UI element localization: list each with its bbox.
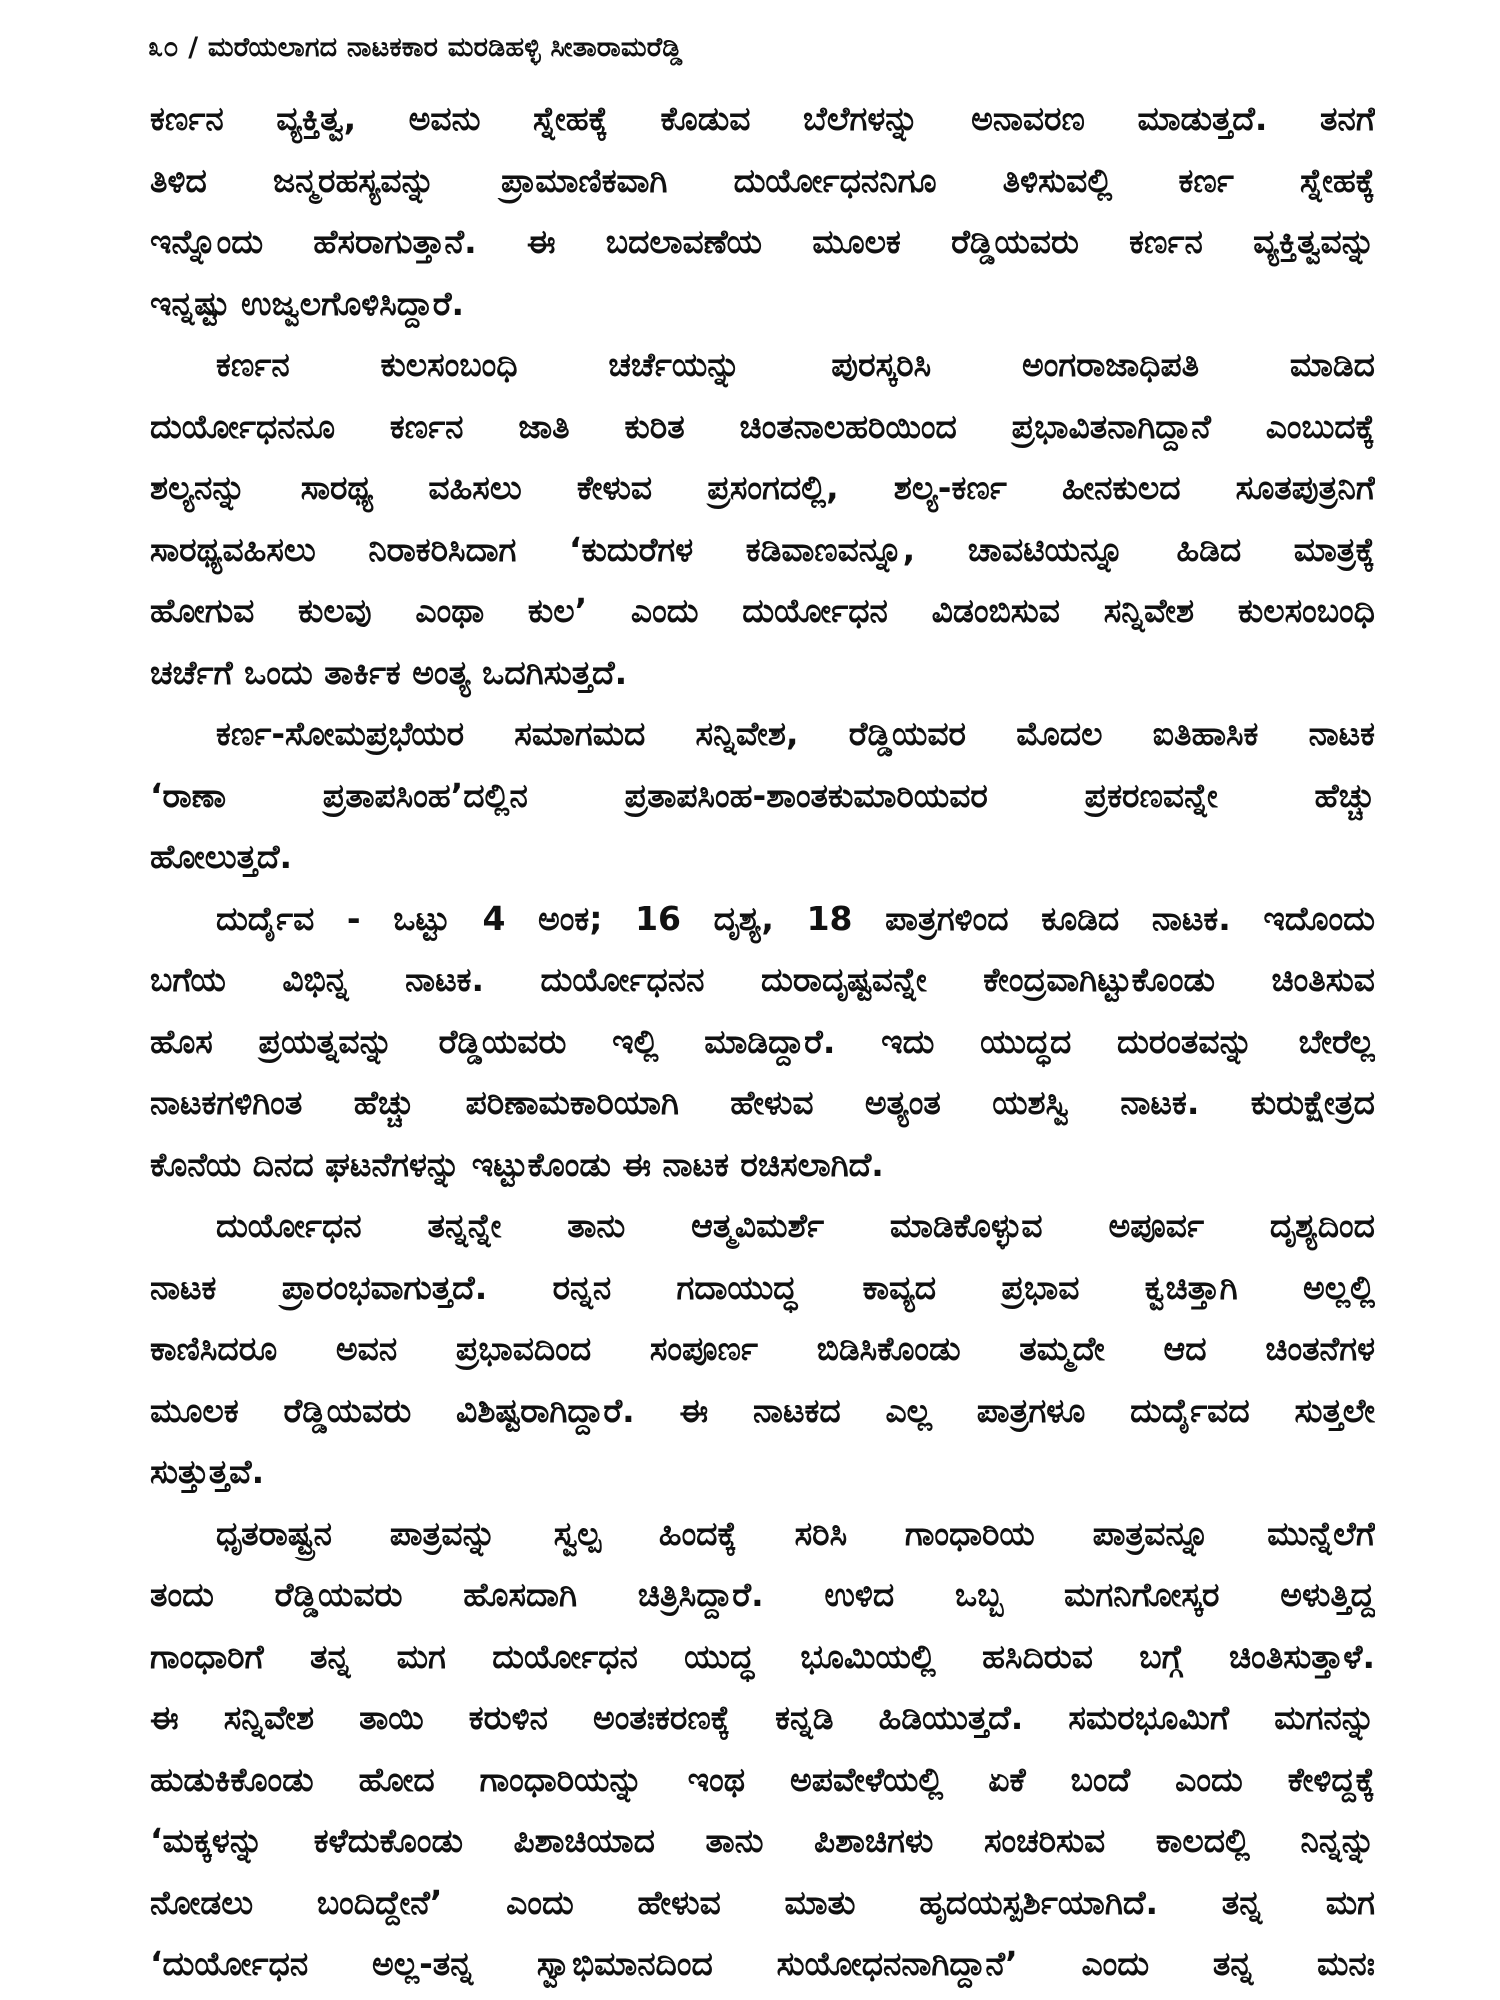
text-line: ಕೊನೆಯ ದಿನದ ಘಟನೆಗಳನ್ನು ಇಟ್ಟುಕೊಂಡು ಈ ನಾಟಕ ರಚಿಸಲಾಗಿದೆ. [150, 1144, 884, 1184]
paragraph [150, 888, 1375, 1196]
paragraph [150, 703, 1375, 888]
text-line: ತಿಳಿದ ಜನ್ಮರಹಸ್ಯವನ್ನು ಪ್ರಾಮಾಣಿಕವಾಗಿ ದುರ್ಯೋಧನನಿಗೂ ತಿಳಿಸುವಲ್ಲಿ ಕರ್ಣ ಸ್ನೇಹಕ್ಕೆ [150, 160, 1375, 200]
text-line: ‘ದುರ್ಯೋಧನ ಅಲ್ಲ-ತನ್ನ ಸ್ವಾಭಿಮಾನದಿಂದ ಸುಯೋಧನನಾಗಿದ್ದಾನೆ’ ಎಂದು ತನ್ನ ಮನಃ [150, 1944, 1375, 1983]
text-line: ನಾಟಕಗಳಿಗಿಂತ ಹೆಚ್ಚು ಪರಿಣಾಮಕಾರಿಯಾಗಿ ಹೇಳುವ ಅತ್ಯಂತ ಯಶಸ್ವಿ ನಾಟಕ. ಕುರುಕ್ಷೇತ್ರದ [150, 1083, 1375, 1122]
running-header: ೩೦ / ಮರೆಯಲಾಗದ ನಾಟಕಕಾರ ಮರಡಿಹಳ್ಳಿ ಸೀತಾರಾಮರೆಡ್ಡಿ [148, 32, 683, 63]
text-line: ‘ಮಕ್ಕಳನ್ನು ಕಳೆದುಕೊಂಡು ಪಿಶಾಚಿಯಾದ ತಾನು ಪಿಶಾಚಿಗಳು ಸಂಚರಿಸುವ ಕಾಲದಲ್ಲಿ ನಿನ್ನನ್ನು [150, 1821, 1375, 1860]
text-line: ಮೂಲಕ ರೆಡ್ಡಿಯವರು ವಿಶಿಷ್ಟರಾಗಿದ್ದಾರೆ. ಈ ನಾಟಕದ ಎಲ್ಲ ಪಾತ್ರಗಳೂ ದುರ್ದೈವದ ಸುತ್ತಲೇ [150, 1390, 1375, 1430]
text-line: ಚರ್ಚೆಗೆ ಒಂದು ತಾರ್ಕಿಕ ಅಂತ್ಯ ಒದಗಿಸುತ್ತದೆ. [150, 652, 628, 692]
paragraph [150, 88, 1375, 334]
paragraph [150, 334, 1375, 703]
body-text [150, 88, 1375, 1995]
paragraph [150, 1195, 1375, 1503]
text-line: ದುರ್ದೈವ - ಒಟ್ಟು 4 ಅಂಕ; 16 ದೃಶ್ಯ, 18 ಪಾತ್ರಗಳಿಂದ ಕೂಡಿದ ನಾಟಕ. ಇದೊಂದು [216, 898, 1375, 938]
text-line: ತಂದು ರೆಡ್ಡಿಯವರು ಹೊಸದಾಗಿ ಚಿತ್ರಿಸಿದ್ದಾರೆ. ಉಳಿದ ಒಬ್ಬ ಮಗನಿಗೋಸ್ಕರ ಅಳುತ್ತಿದ್ದ [150, 1575, 1375, 1614]
text-line: ದುರ್ಯೋಧನನೂ ಕರ್ಣನ ಜಾತಿ ಕುರಿತ ಚಿಂತನಾಲಹರಿಯಿಂದ ಪ್ರಭಾವಿತನಾಗಿದ್ದಾನೆ ಎಂಬುದಕ್ಕೆ [150, 406, 1375, 446]
text-line: ಹೋಲುತ್ತದೆ. [150, 837, 293, 876]
text-line: ಗಾಂಧಾರಿಗೆ ತನ್ನ ಮಗ ದುರ್ಯೋಧನ ಯುದ್ಧ ಭೂಮಿಯಲ್ಲಿ ಹಸಿದಿರುವ ಬಗ್ಗೆ ಚಿಂತಿಸುತ್ತಾಳೆ. [150, 1636, 1375, 1676]
text-line: ಸಾರಥ್ಯವಹಿಸಲು ನಿರಾಕರಿಸಿದಾಗ ‘ಕುದುರೆಗಳ ಕಡಿವಾಣವನ್ನೂ, ಚಾವಟಿಯನ್ನೂ ಹಿಡಿದ ಮಾತ್ರಕ್ಕೆ [150, 529, 1375, 569]
text-line: ಈ ಸನ್ನಿವೇಶ ತಾಯಿ ಕರುಳಿನ ಅಂತಃಕರಣಕ್ಕೆ ಕನ್ನಡಿ ಹಿಡಿಯುತ್ತದೆ. ಸಮರಭೂಮಿಗೆ ಮಗನನ್ನು [150, 1698, 1375, 1737]
text-line: ಹುಡುಕಿಕೊಂಡು ಹೋದ ಗಾಂಧಾರಿಯನ್ನು ಇಂಥ ಅಪವೇಳೆಯಲ್ಲಿ ಏಕೆ ಬಂದೆ ಎಂದು ಕೇಳಿದ್ದಕ್ಕೆ [150, 1759, 1375, 1799]
paragraph [150, 1503, 1375, 1995]
text-line: ಇನ್ನೊಂದು ಹೆಸರಾಗುತ್ತಾನೆ. ಈ ಬದಲಾವಣೆಯ ಮೂಲಕ ರೆಡ್ಡಿಯವರು ಕರ್ಣನ ವ್ಯಕ್ತಿತ್ವವನ್ನು [150, 222, 1375, 261]
text-line: ಹೊಸ ಪ್ರಯತ್ನವನ್ನು ರೆಡ್ಡಿಯವರು ಇಲ್ಲಿ ಮಾಡಿದ್ದಾರೆ. ಇದು ಯುದ್ಧದ ದುರಂತವನ್ನು ಬೇರೆಲ್ಲ [150, 1021, 1375, 1061]
text-line: ಕಾಣಿಸಿದರೂ ಅವನ ಪ್ರಭಾವದಿಂದ ಸಂಪೂರ್ಣ ಬಿಡಿಸಿಕೊಂಡು ತಮ್ಮದೇ ಆದ ಚಿಂತನೆಗಳ [150, 1329, 1375, 1368]
text-line: ಕರ್ಣ-ಸೋಮಪ್ರಭೆಯರ ಸಮಾಗಮದ ಸನ್ನಿವೇಶ, ರೆಡ್ಡಿಯವರ ಮೊದಲ ಐತಿಹಾಸಿಕ ನಾಟಕ [216, 714, 1375, 753]
text-line: ಕರ್ಣನ ವ್ಯಕ್ತಿತ್ವ, ಅವನು ಸ್ನೇಹಕ್ಕೆ ಕೊಡುವ ಬೆಲೆಗಳನ್ನು ಅನಾವರಣ ಮಾಡುತ್ತದೆ. ತನಗೆ [150, 99, 1375, 138]
text-line: ಧೃತರಾಷ್ಟ್ರನ ಪಾತ್ರವನ್ನು ಸ್ವಲ್ಪ ಹಿಂದಕ್ಕೆ ಸರಿಸಿ ಗಾಂಧಾರಿಯ ಪಾತ್ರವನ್ನೂ ಮುನ್ನೆಲೆಗೆ [216, 1513, 1375, 1553]
text-line: ನಾಟಕ ಪ್ರಾರಂಭವಾಗುತ್ತದೆ. ರನ್ನನ ಗದಾಯುದ್ಧ ಕಾವ್ಯದ ಪ್ರಭಾವ ಕ್ವಚಿತ್ತಾಗಿ ಅಲ್ಲಲ್ಲಿ [150, 1267, 1375, 1307]
text-line: ಕರ್ಣನ ಕುಲಸಂಬಂಧಿ ಚರ್ಚೆಯನ್ನು ಪುರಸ್ಕರಿಸಿ ಅಂಗರಾಜಾಧಿಪತಿ ಮಾಡಿದ [216, 345, 1375, 384]
text-line: ಇನ್ನಷ್ಟು ಉಜ್ವಲಗೊಳಿಸಿದ್ದಾರೆ. [150, 283, 465, 323]
text-line: ಬಗೆಯ ವಿಭಿನ್ನ ನಾಟಕ. ದುರ್ಯೋಧನನ ದುರಾದೃಷ್ಟವನ್ನೇ ಕೇಂದ್ರವಾಗಿಟ್ಟುಕೊಂಡು ಚಿಂತಿಸುವ [150, 960, 1375, 999]
text-line: ‘ರಾಣಾ ಪ್ರತಾಪಸಿಂಹ’ದಲ್ಲಿನ ಪ್ರತಾಪಸಿಂಹ-ಶಾಂತಕುಮಾರಿಯವರ ಪ್ರಕರಣವನ್ನೇ ಹೆಚ್ಚು [150, 775, 1375, 815]
text-line: ಶಲ್ಯನನ್ನು ಸಾರಥ್ಯ ವಹಿಸಲು ಕೇಳುವ ಪ್ರಸಂಗದಲ್ಲಿ, ಶಲ್ಯ-ಕರ್ಣ ಹೀನಕುಲದ ಸೂತಪುತ್ರನಿಗೆ [150, 468, 1375, 507]
text-line: ನೋಡಲು ಬಂದಿದ್ದೇನೆ’ ಎಂದು ಹೇಳುವ ಮಾತು ಹೃದಯಸ್ಪರ್ಶಿಯಾಗಿದೆ. ತನ್ನ ಮಗ [150, 1882, 1375, 1922]
text-line: ಹೋಗುವ ಕುಲವು ಎಂಥಾ ಕುಲ’ ಎಂದು ದುರ್ಯೋಧನ ವಿಡಂಬಿಸುವ ಸನ್ನಿವೇಶ ಕುಲಸಂಬಂಧಿ [150, 591, 1375, 630]
text-line: ಸುತ್ತುತ್ತವೆ. [150, 1452, 265, 1491]
text-line: ದುರ್ಯೋಧನ ತನ್ನನ್ನೇ ತಾನು ಆತ್ಮವಿಮರ್ಶೆ ಮಾಡಿಕೊಳ್ಳುವ ಅಪೂರ್ವ ದೃಶ್ಯದಿಂದ [216, 1206, 1375, 1245]
